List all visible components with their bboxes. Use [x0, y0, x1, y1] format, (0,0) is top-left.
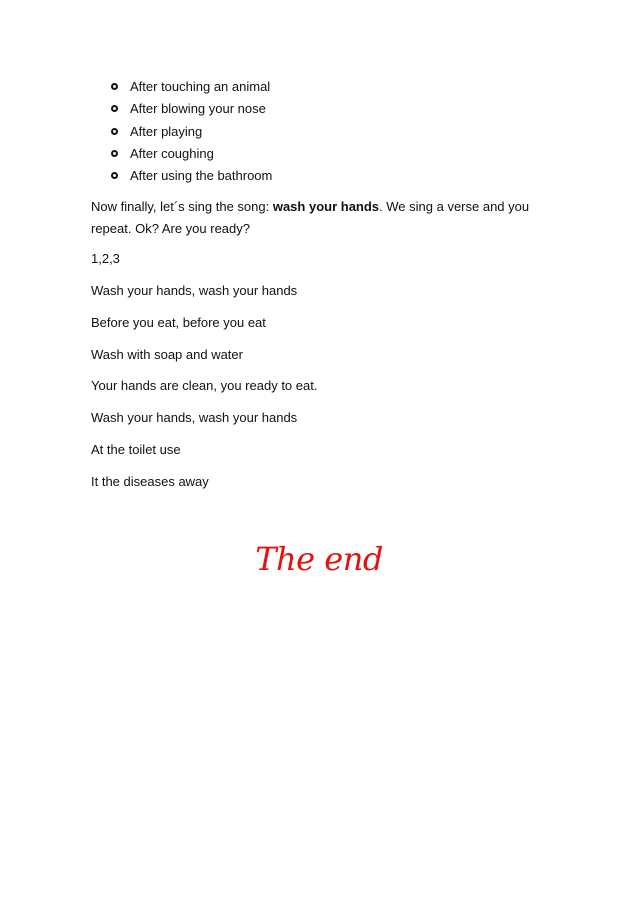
intro-text-line2: repeat. Ok? Are you ready?: [91, 221, 250, 236]
intro-text-start: Now finally, let´s sing the song:: [91, 199, 273, 214]
list-item-text: After using the bathroom: [130, 168, 273, 184]
list-item: [110, 98, 272, 120]
song-line: Wash with soap and water: [91, 347, 243, 362]
song-line: Before you eat, before you eat: [91, 315, 266, 330]
list-item: [110, 165, 272, 187]
list-item-text: After playing: [130, 123, 203, 139]
list-item: [110, 121, 272, 143]
bullet-icon: [111, 150, 118, 157]
list-item-text: After touching an animal: [130, 79, 271, 94]
song-line: Your hands are clean, you ready to eat.: [91, 378, 318, 393]
list-item: [110, 143, 272, 165]
song-line: At the toilet use: [91, 442, 181, 457]
list-item: [110, 76, 272, 98]
song-line: Wash your hands, wash your hands: [91, 410, 298, 425]
list-item-text: After coughing: [130, 145, 214, 161]
bullet-icon: [111, 128, 118, 135]
song-line: 1,2,3: [91, 251, 120, 266]
song-title: wash your hands: [272, 199, 380, 214]
bullet-icon: [111, 172, 118, 179]
closing-title: The end: [255, 540, 383, 578]
song-line: It the diseases away: [91, 474, 209, 489]
intro-paragraph: [91, 196, 529, 240]
bullet-icon: [111, 83, 118, 90]
list-item-text: After blowing your nose: [130, 101, 266, 117]
bullet-list: [110, 76, 272, 187]
song-line: Wash your hands, wash your hands: [91, 283, 298, 298]
bullet-icon: [111, 105, 118, 112]
intro-text-end: . We sing a verse and you: [379, 199, 530, 214]
